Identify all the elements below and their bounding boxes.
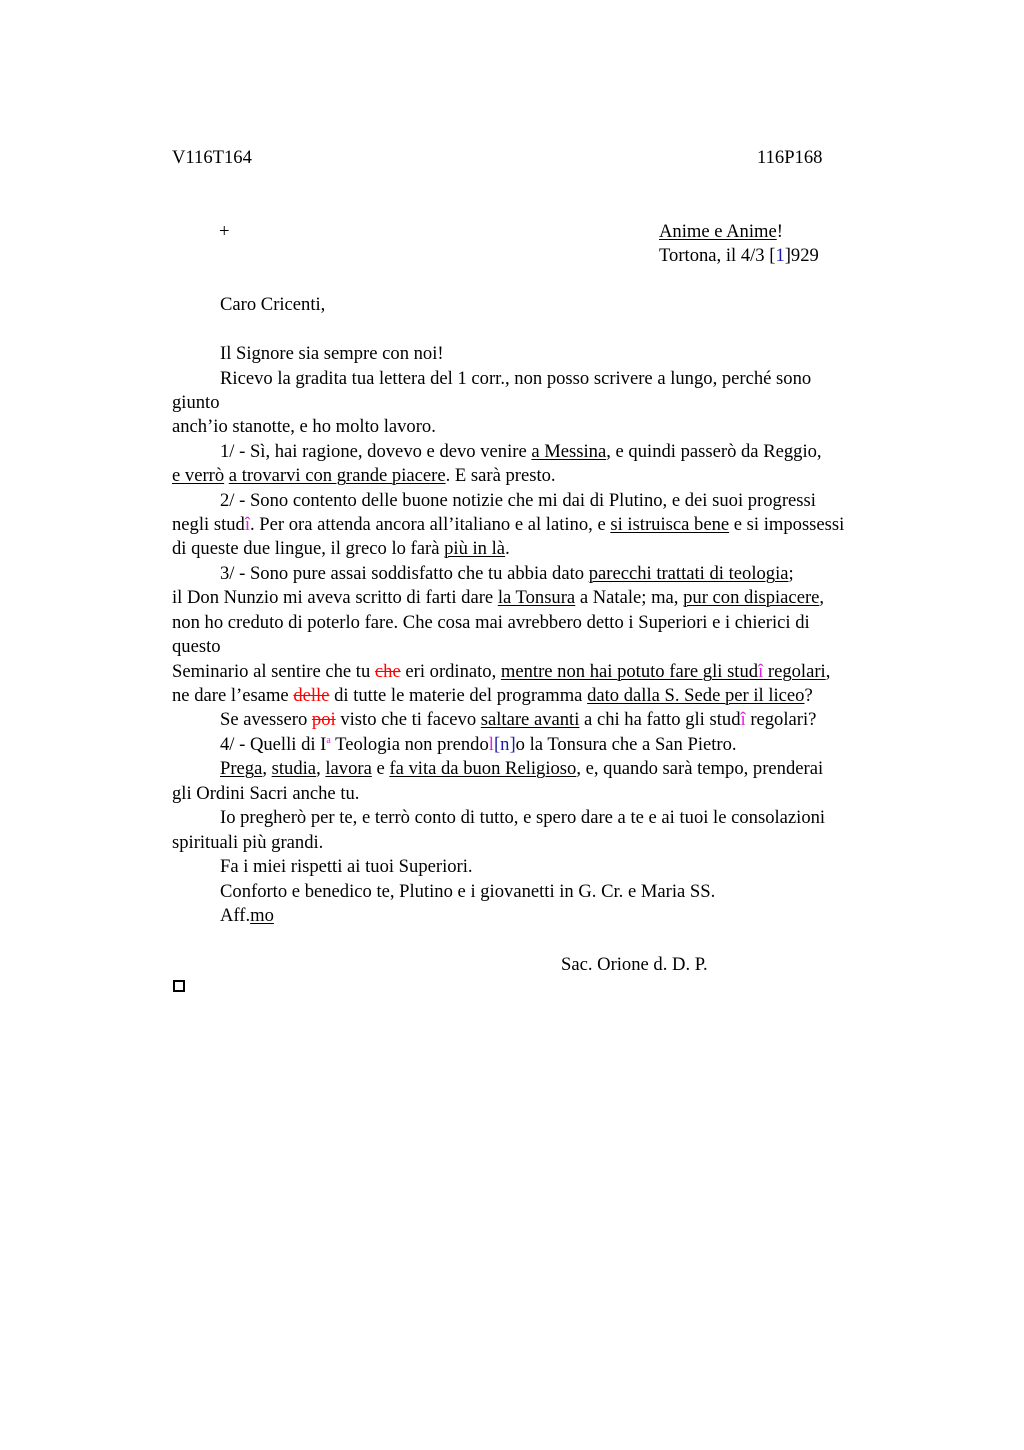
text: a chi ha fatto gli stud: [579, 709, 741, 730]
text: mentre non hai potuto fare gli stud: [500, 661, 759, 682]
deleted-text: poi: [311, 709, 336, 730]
text: 4/ - Quelli di I: [220, 734, 327, 755]
dateline-inserted-digit: 1: [775, 245, 785, 266]
underlined-text: si istruisca bene: [610, 514, 730, 535]
closing: [220, 904, 274, 928]
text: Teologia non prendo: [330, 734, 489, 755]
body-line: [172, 464, 556, 488]
body-line: 2/ - Sono contento delle buone notizie che mi dai di Plutino, e dei suoi progressi: [220, 490, 816, 511]
text: .: [505, 538, 510, 559]
underlined-text: Prega: [220, 758, 263, 779]
underlined-text: studia: [271, 758, 317, 779]
text: visto che ti facevo: [335, 709, 481, 730]
text: ,: [316, 758, 326, 779]
text: o la Tonsura che a San Pietro.: [515, 734, 737, 755]
deleted-text: che: [374, 661, 401, 682]
header-left-code: V116T164: [172, 147, 252, 168]
underlined-text: dato dalla S. Sede per il liceo: [587, 685, 805, 706]
body-line: spirituali più grandi.: [172, 832, 324, 853]
text: Seminario al sentire che tu: [172, 661, 375, 682]
editorial-mark: l: [488, 734, 494, 755]
text: ,: [262, 758, 272, 779]
body-line: Conforto e benedico te, Plutino e i giovanetti in G. Cr. e Maria SS.: [220, 881, 716, 902]
body-line: [220, 562, 794, 586]
signature: Sac. Orione d. D. P.: [561, 954, 708, 975]
editorial-mark: î: [244, 514, 250, 535]
text: di queste due lingue, il greco lo farà: [172, 538, 445, 559]
dateline-after: ]929: [784, 245, 819, 266]
text: ?: [804, 685, 813, 706]
header-right-code: 116P168: [757, 147, 823, 168]
underlined-text: parecchi trattati di teologia: [588, 563, 789, 584]
body-line: [172, 586, 824, 610]
underlined-text: [501, 661, 826, 682]
text: regolari: [763, 661, 826, 682]
body-line: [172, 513, 844, 537]
text: ,: [825, 661, 831, 682]
body-line: giunto: [172, 392, 220, 413]
body-line: Il Signore sia sempre con noi!: [220, 343, 444, 364]
underlined-text: e verrò: [172, 465, 225, 486]
body-line: [220, 708, 816, 732]
text: , e quindi passerò da Reggio,: [606, 441, 822, 462]
underlined-text: a trovarvi con grande piacere: [228, 465, 446, 486]
body-line: Ricevo la gradita tua lettera del 1 corr., non posso scrivere a lungo, perché sono: [220, 368, 812, 389]
underlined-text: a Messina: [531, 441, 607, 462]
motto-text: Anime e Anime: [659, 221, 777, 242]
body-line: non ho creduto di poterlo fare. Che cosa mai avrebbero detto i Superiori e i chierici di: [172, 612, 810, 633]
salutation: Caro Cricenti,: [220, 294, 326, 315]
editorial-mark: î: [758, 661, 764, 682]
text: ;: [788, 563, 794, 584]
bracket: [: [493, 734, 501, 755]
text: . Per ora attenda ancora all’italiano e al latino, e: [250, 514, 611, 535]
text: regolari?: [745, 709, 817, 730]
underlined-text: mo: [250, 905, 274, 926]
body-line: [172, 537, 510, 561]
cross-mark: +: [219, 221, 230, 242]
text: ,: [819, 587, 825, 608]
empty-square-icon: [173, 980, 185, 992]
body-line: [172, 660, 830, 684]
dateline-before: Tortona, il 4/3 [: [659, 245, 776, 266]
underlined-text: fa vita da buon Religioso: [389, 758, 577, 779]
text: di tutte le materie del programma: [329, 685, 588, 706]
deleted-text: delle: [293, 685, 330, 706]
text: Se avessero: [220, 709, 312, 730]
bracket: ]: [509, 734, 516, 755]
text: , e, quando sarà tempo, prenderai: [576, 758, 824, 779]
text: negli stud: [172, 514, 245, 535]
editorial-mark: î: [740, 709, 746, 730]
text: e: [371, 758, 390, 779]
body-line: Io pregherò per te, e terrò conto di tutto, e spero dare a te e ai tuoi le consolazioni: [220, 807, 826, 828]
text: Aff.: [220, 905, 251, 926]
underlined-text: saltare avanti: [480, 709, 580, 730]
body-line: Fa i miei rispetti ai tuoi Superiori.: [220, 856, 473, 877]
text: eri ordinato,: [400, 661, 501, 682]
body-line: anch’io stanotte, e ho molto lavoro.: [172, 416, 436, 437]
text: e si impossessi: [729, 514, 845, 535]
text: ne dare l’esame: [172, 685, 294, 706]
underlined-text: lavora: [325, 758, 372, 779]
text: a Natale; ma,: [575, 587, 684, 608]
underlined-text: più in là: [444, 538, 506, 559]
underlined-text: pur con dispiacere: [683, 587, 820, 608]
body-line: [220, 733, 737, 757]
body-line: questo: [172, 636, 221, 657]
body-line: [220, 757, 823, 781]
body-line: [172, 684, 813, 708]
body-line: [220, 440, 822, 464]
underlined-text: la Tonsura: [497, 587, 576, 608]
text: 3/ - Sono pure assai soddisfatto che tu abbia dato: [220, 563, 589, 584]
text: 1/ - Sì, hai ragione, dovevo e devo venire: [220, 441, 532, 462]
dateline: [659, 244, 819, 268]
text: . E sarà presto.: [445, 465, 556, 486]
body-line: gli Ordini Sacri anche tu.: [172, 783, 360, 804]
inserted-text: n: [500, 734, 510, 755]
superscript: a: [326, 735, 331, 746]
motto-punct: !: [776, 221, 783, 242]
motto: [659, 220, 783, 244]
text: il Don Nunzio mi aveva scritto di farti dare: [172, 587, 498, 608]
